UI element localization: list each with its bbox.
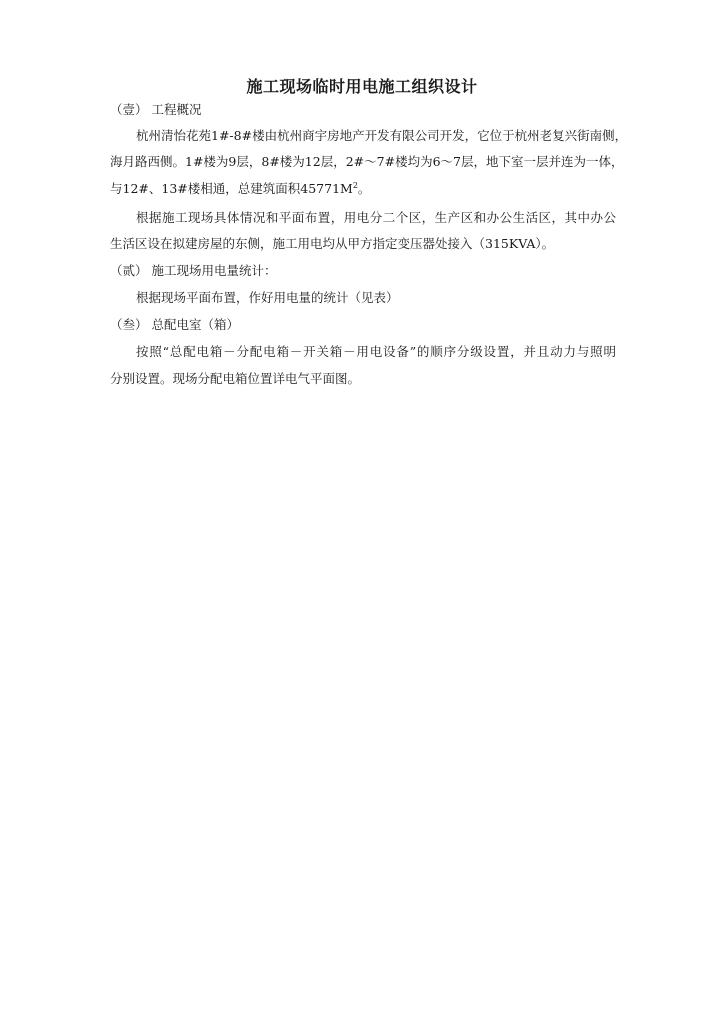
overview-para-line bbox=[110, 180, 370, 198]
overview-area-text: 与12#、13#楼相通，总建筑面积45771M bbox=[110, 181, 353, 196]
overview-para-line: 根据施工现场具体情况和平面布置，用电分二个区，生产区和办公生活区，其中办公 bbox=[136, 210, 616, 225]
overview-para-line: 生活区设在拟建房屋的东侧，施工用电均从甲方指定变压器处接入（315KVA）。 bbox=[110, 236, 555, 251]
section-heading-power-stats: （贰） 施工现场用电量统计： bbox=[110, 263, 277, 278]
section-heading-overview: （壹） 工程概况 bbox=[110, 102, 202, 117]
page-title: 施工现场临时用电施工组织设计 bbox=[246, 77, 478, 96]
distribution-para-line: 分别设置。现场分配电箱位置详电气平面图。 bbox=[110, 371, 361, 386]
distribution-para-line: 按照“总配电箱－分配电箱－开关箱－用电设备”的顺序分级设置，并且动力与照明 bbox=[136, 344, 616, 359]
overview-para-line: 海月路西侧。1#楼为9层，8#楼为12层，2#～7#楼均为6～7层，地下室一层并连为一体， bbox=[110, 154, 624, 169]
power-stats-para: 根据现场平面布置，作好用电量的统计（见表） bbox=[136, 290, 399, 305]
overview-area-end: 。 bbox=[357, 181, 371, 196]
section-heading-main-distribution: （叁） 总配电室（箱） bbox=[110, 317, 239, 332]
overview-para-line: 杭州清怡花苑1#-8#楼由杭州商宇房地产开发有限公司开发，它位于杭州老复兴街南侧， bbox=[136, 128, 628, 143]
area-unit-superscript: 2 bbox=[352, 181, 358, 190]
